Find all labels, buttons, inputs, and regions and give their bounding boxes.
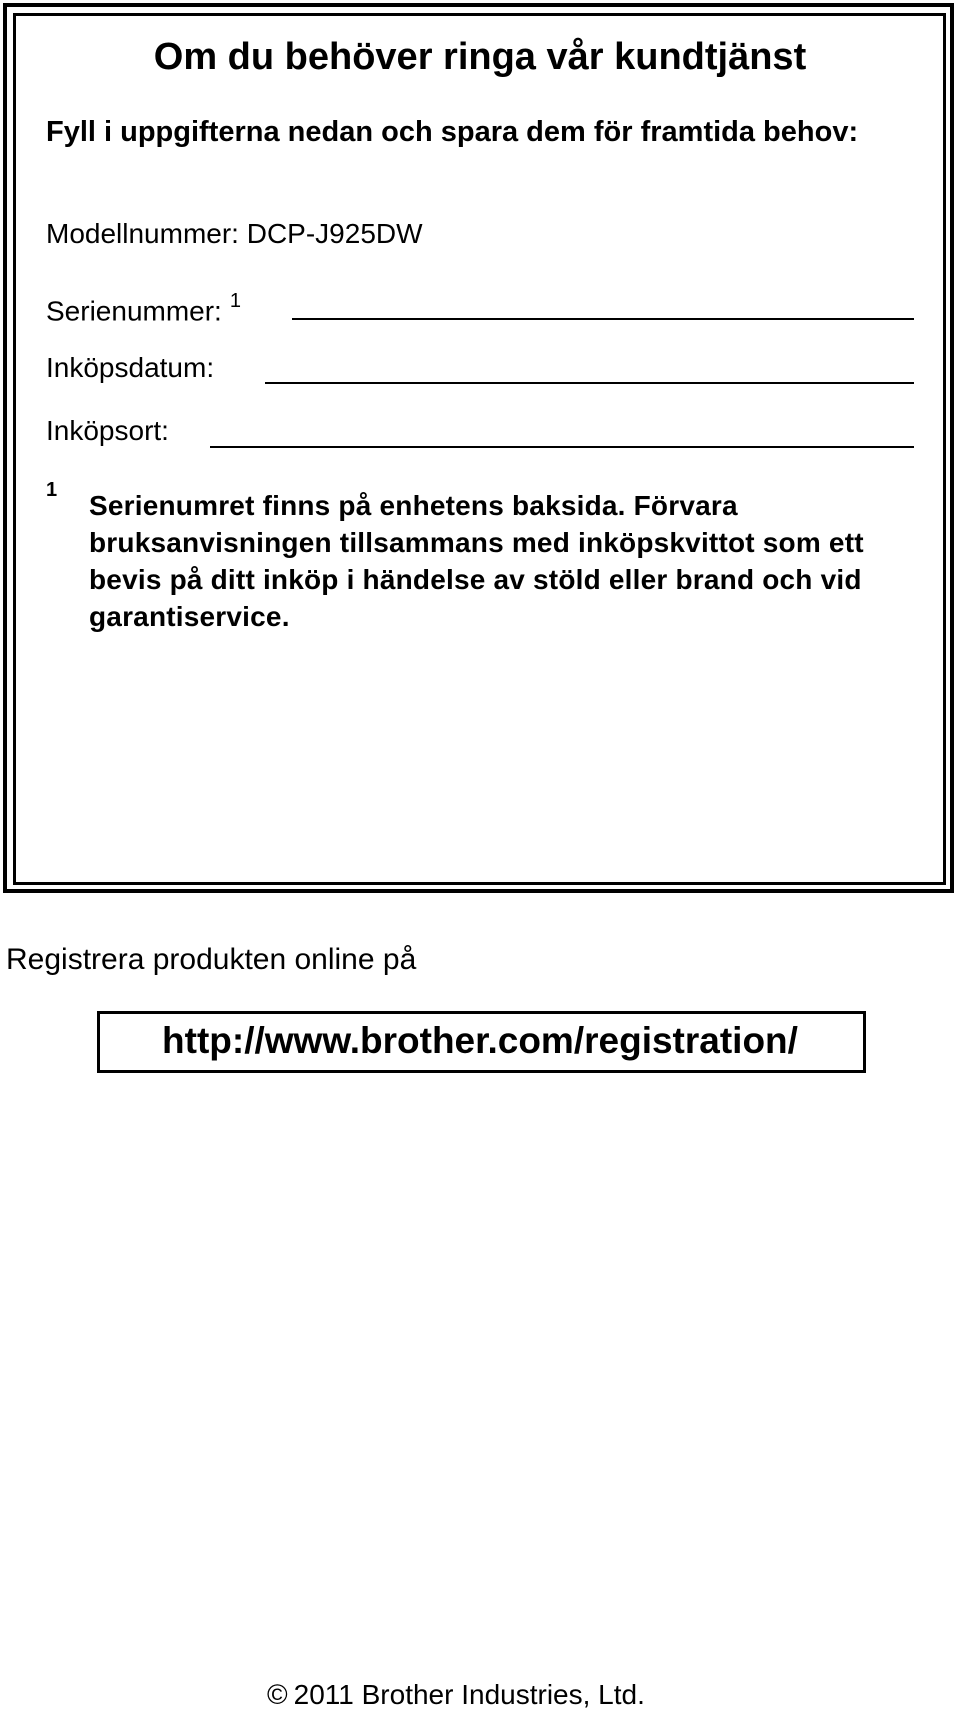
footnote-marker: 1 xyxy=(46,479,58,501)
model-number-label: Modellnummer: DCP-J925DW xyxy=(46,218,423,249)
purchase-place-label: Inköpsort: xyxy=(46,415,169,446)
copyright-symbol: © xyxy=(267,1679,288,1710)
page-title: Om du behöver ringa vår kundtjänst xyxy=(153,36,807,78)
intro-text: Fyll i uppgifterna nedan och spara dem för framtida behov: xyxy=(46,116,859,148)
registration-url-link[interactable]: http://www.brother.com/registration/ xyxy=(162,1020,798,1061)
serial-number-line[interactable] xyxy=(292,318,914,320)
footnote-text: Serienumret finns på enhetens baksida. Förvara bruksanvisningen tillsammans med inköpskvittot som ett bevis på ditt inköp i händelse av stöld eller brand och vid garantiservice. xyxy=(89,490,864,632)
registration-text: Registrera produkten online på xyxy=(6,943,417,976)
purchase-place-line[interactable] xyxy=(210,446,914,448)
purchase-date-line[interactable] xyxy=(265,382,914,384)
copyright-notice xyxy=(267,1677,645,1713)
serial-number-label: Serienummer: xyxy=(46,295,222,327)
serial-number-field xyxy=(46,284,241,331)
copyright-text: 2011 Brother Industries, Ltd. xyxy=(293,1679,645,1710)
serial-footnote-ref: 1 xyxy=(229,290,241,312)
purchase-date-label: Inköpsdatum: xyxy=(46,352,215,383)
